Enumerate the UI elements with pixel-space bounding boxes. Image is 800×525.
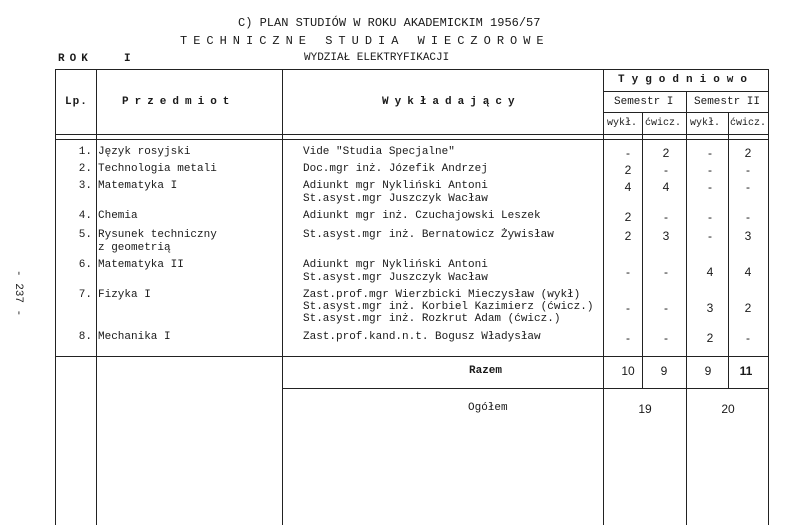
row-s2-cwicz: - (746, 163, 750, 177)
row-lecturer: St.asyst.mgr Juszczyk Wacław (303, 272, 488, 284)
row-s1-wykl: 4 (624, 180, 632, 194)
row-lecturer: Doc.mgr inż. Józefik Andrzej (303, 163, 488, 175)
rok-value: I (124, 53, 134, 65)
row-s2-cwicz: 2 (744, 301, 752, 315)
row-s2-wykl: 4 (706, 265, 714, 279)
row-lecturer: St.asyst.mgr inż. Bernatowicz Żywisław (303, 229, 554, 241)
row-s2-cwicz: 4 (744, 265, 752, 279)
row-lecturer: Zast.prof.kand.n.t. Bogusz Władysław (303, 331, 541, 343)
row-subject: z geometrią (98, 242, 171, 254)
header-lp: Lp. (65, 96, 88, 108)
row-lp: 5. (78, 229, 92, 241)
row-lecturer: Adiunkt mgr Nykliński Antoni (303, 259, 488, 271)
row-s1-wykl: 2 (624, 210, 632, 224)
row-s1-cwicz: - (664, 331, 668, 345)
row-s2-wykl: - (708, 229, 712, 243)
row-lecturer: Zast.prof.mgr Wierzbicki Mieczysław (wykł) (303, 289, 581, 301)
faculty-name: WYDZIAŁ ELEKTRYFIKACJI (304, 52, 450, 64)
row-lecturer: Vide "Studia Specjalne" (303, 146, 455, 158)
razem-s2-wykl: 9 (704, 364, 712, 378)
row-s1-cwicz: 4 (662, 180, 670, 194)
row-s1-cwicz: - (664, 301, 668, 315)
razem-label: Razem (469, 365, 503, 377)
header-wykladajacy: Wykładający (382, 96, 521, 108)
row-subject: Matematyka II (98, 259, 184, 271)
razem-s1-cwicz: 9 (660, 364, 668, 378)
document-subtitle: TECHNICZNE STUDIA WIECZOROWE (180, 34, 550, 48)
row-lp: 7. (78, 289, 92, 301)
row-subject: Technologia metali (98, 163, 217, 175)
row-subject: Rysunek techniczny (98, 229, 217, 241)
row-subject: Fizyka I (98, 289, 151, 301)
row-lecturer: St.asyst.mgr Juszczyk Wacław (303, 193, 488, 205)
row-lp: 8. (78, 331, 92, 343)
header-semestr-1: Semestr I (614, 96, 674, 108)
header-s1-wykl: wykł. (607, 118, 638, 129)
row-s1-wykl: - (626, 331, 630, 345)
header-s2-wykl: wykł. (690, 118, 721, 129)
row-subject: Chemia (98, 210, 138, 222)
row-s1-cwicz: - (664, 210, 668, 224)
row-lp: 4. (78, 210, 92, 222)
row-lp: 3. (78, 180, 92, 192)
header-semestr-2: Semestr II (694, 96, 761, 108)
ogolem-sem1: 19 (638, 402, 652, 416)
row-lp: 1. (78, 146, 92, 158)
row-s2-wykl: 3 (706, 301, 714, 315)
row-s1-wykl: 2 (624, 163, 632, 177)
row-s2-wykl: - (708, 180, 712, 194)
header-s1-cwicz: ćwicz. (645, 118, 682, 129)
header-s2-cwicz: ćwicz. (730, 118, 767, 129)
row-s2-cwicz: 3 (744, 229, 752, 243)
row-s1-wykl: 2 (624, 229, 632, 243)
row-lecturer: St.asyst.mgr inż. Rozkrut Adam (ćwicz.) (303, 313, 561, 325)
row-s1-wykl: - (626, 146, 630, 160)
document-title: C) PLAN STUDIÓW W ROKU AKADEMICKIM 1956/57 (238, 16, 541, 30)
row-s1-cwicz: 3 (662, 229, 670, 243)
row-s1-cwicz: - (664, 265, 668, 279)
row-s1-cwicz: - (664, 163, 668, 177)
row-s2-cwicz: - (746, 331, 750, 345)
row-s2-wykl: - (708, 210, 712, 224)
razem-s1-wykl: 10 (621, 364, 635, 378)
rok-label: ROK (58, 53, 93, 65)
row-s1-wykl: - (626, 301, 630, 315)
row-s2-wykl: - (708, 146, 712, 160)
row-s2-cwicz: - (746, 210, 750, 224)
ogolem-sem2: 20 (721, 402, 735, 416)
page-number: - 237 - (12, 270, 24, 317)
ogolem-label: Ogółem (468, 402, 508, 414)
row-lp: 2. (78, 163, 92, 175)
row-subject: Matematyka I (98, 180, 178, 192)
row-s1-cwicz: 2 (662, 146, 670, 160)
row-lecturer: Adiunkt mgr Nykliński Antoni (303, 180, 488, 192)
row-s2-cwicz: - (746, 180, 750, 194)
header-tygodniowo: Tygodniowo (618, 74, 755, 86)
razem-s2-cwicz: 11 (739, 364, 753, 378)
row-lecturer: Adiunkt mgr inż. Czuchajowski Leszek (303, 210, 541, 222)
row-s2-wykl: - (708, 163, 712, 177)
row-s2-wykl: 2 (706, 331, 714, 345)
row-s2-cwicz: 2 (744, 146, 752, 160)
header-przedmiot: Przedmiot (122, 96, 236, 108)
row-lp: 6. (78, 259, 92, 271)
row-subject: Język rosyjski (98, 146, 191, 158)
row-subject: Mechanika I (98, 331, 171, 343)
row-s1-wykl: - (626, 265, 630, 279)
row-lecturer: St.asyst.mgr inż. Korbiel Kazimierz (ćwicz.) (303, 301, 594, 313)
